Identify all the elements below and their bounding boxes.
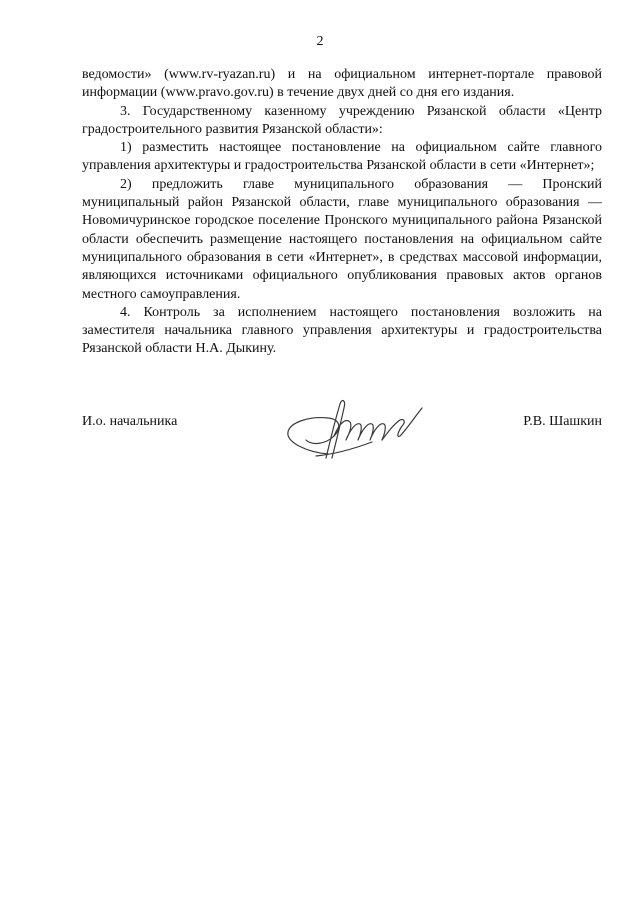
paragraph-subitem-2: 2) предложить главе муниципального образования — Пронский муниципальный район Рязанской области, главе муниципального образования — Новомичуринское городское поселение Пронского муниципального района Рязанской области обеспечить размещение настоящего постановления на официальном сайте муниципального образования в сети «Интернет», в средствах массовой информации, являющихся источниками официального опубликования правовых актов органов местного самоуправления.: [82, 176, 602, 302]
document-body: [82, 66, 602, 359]
paragraph-subitem-1: 1) разместить настоящее постановление на официальном сайте главного управления архитектуры и градостроительства Рязанской области в сети «Интернет»;: [82, 140, 602, 174]
paragraph-item-3: 3. Государственному казенному учреждению Рязанской области «Центр градостроительного развития Рязанской области»:: [82, 103, 602, 137]
paragraph-publication: ведомости» (www.rv-ryazan.ru) и на официальном интернет-портале правовой информации (www.pravo.gov.ru) в течение двух дней со дня его издания.: [82, 67, 602, 101]
paragraph-item-4: 4. Контроль за исполнением настоящего постановления возложить на заместителя начальника главного управления архитектуры и градостроительства Рязанской области Н.А. Дыкину.: [82, 304, 602, 357]
signatory-name: Р.В. Шашкин: [523, 414, 602, 429]
handwritten-signature: [276, 392, 436, 472]
signatory-title: И.о. начальника: [82, 414, 178, 429]
page-number: 2: [316, 34, 324, 49]
